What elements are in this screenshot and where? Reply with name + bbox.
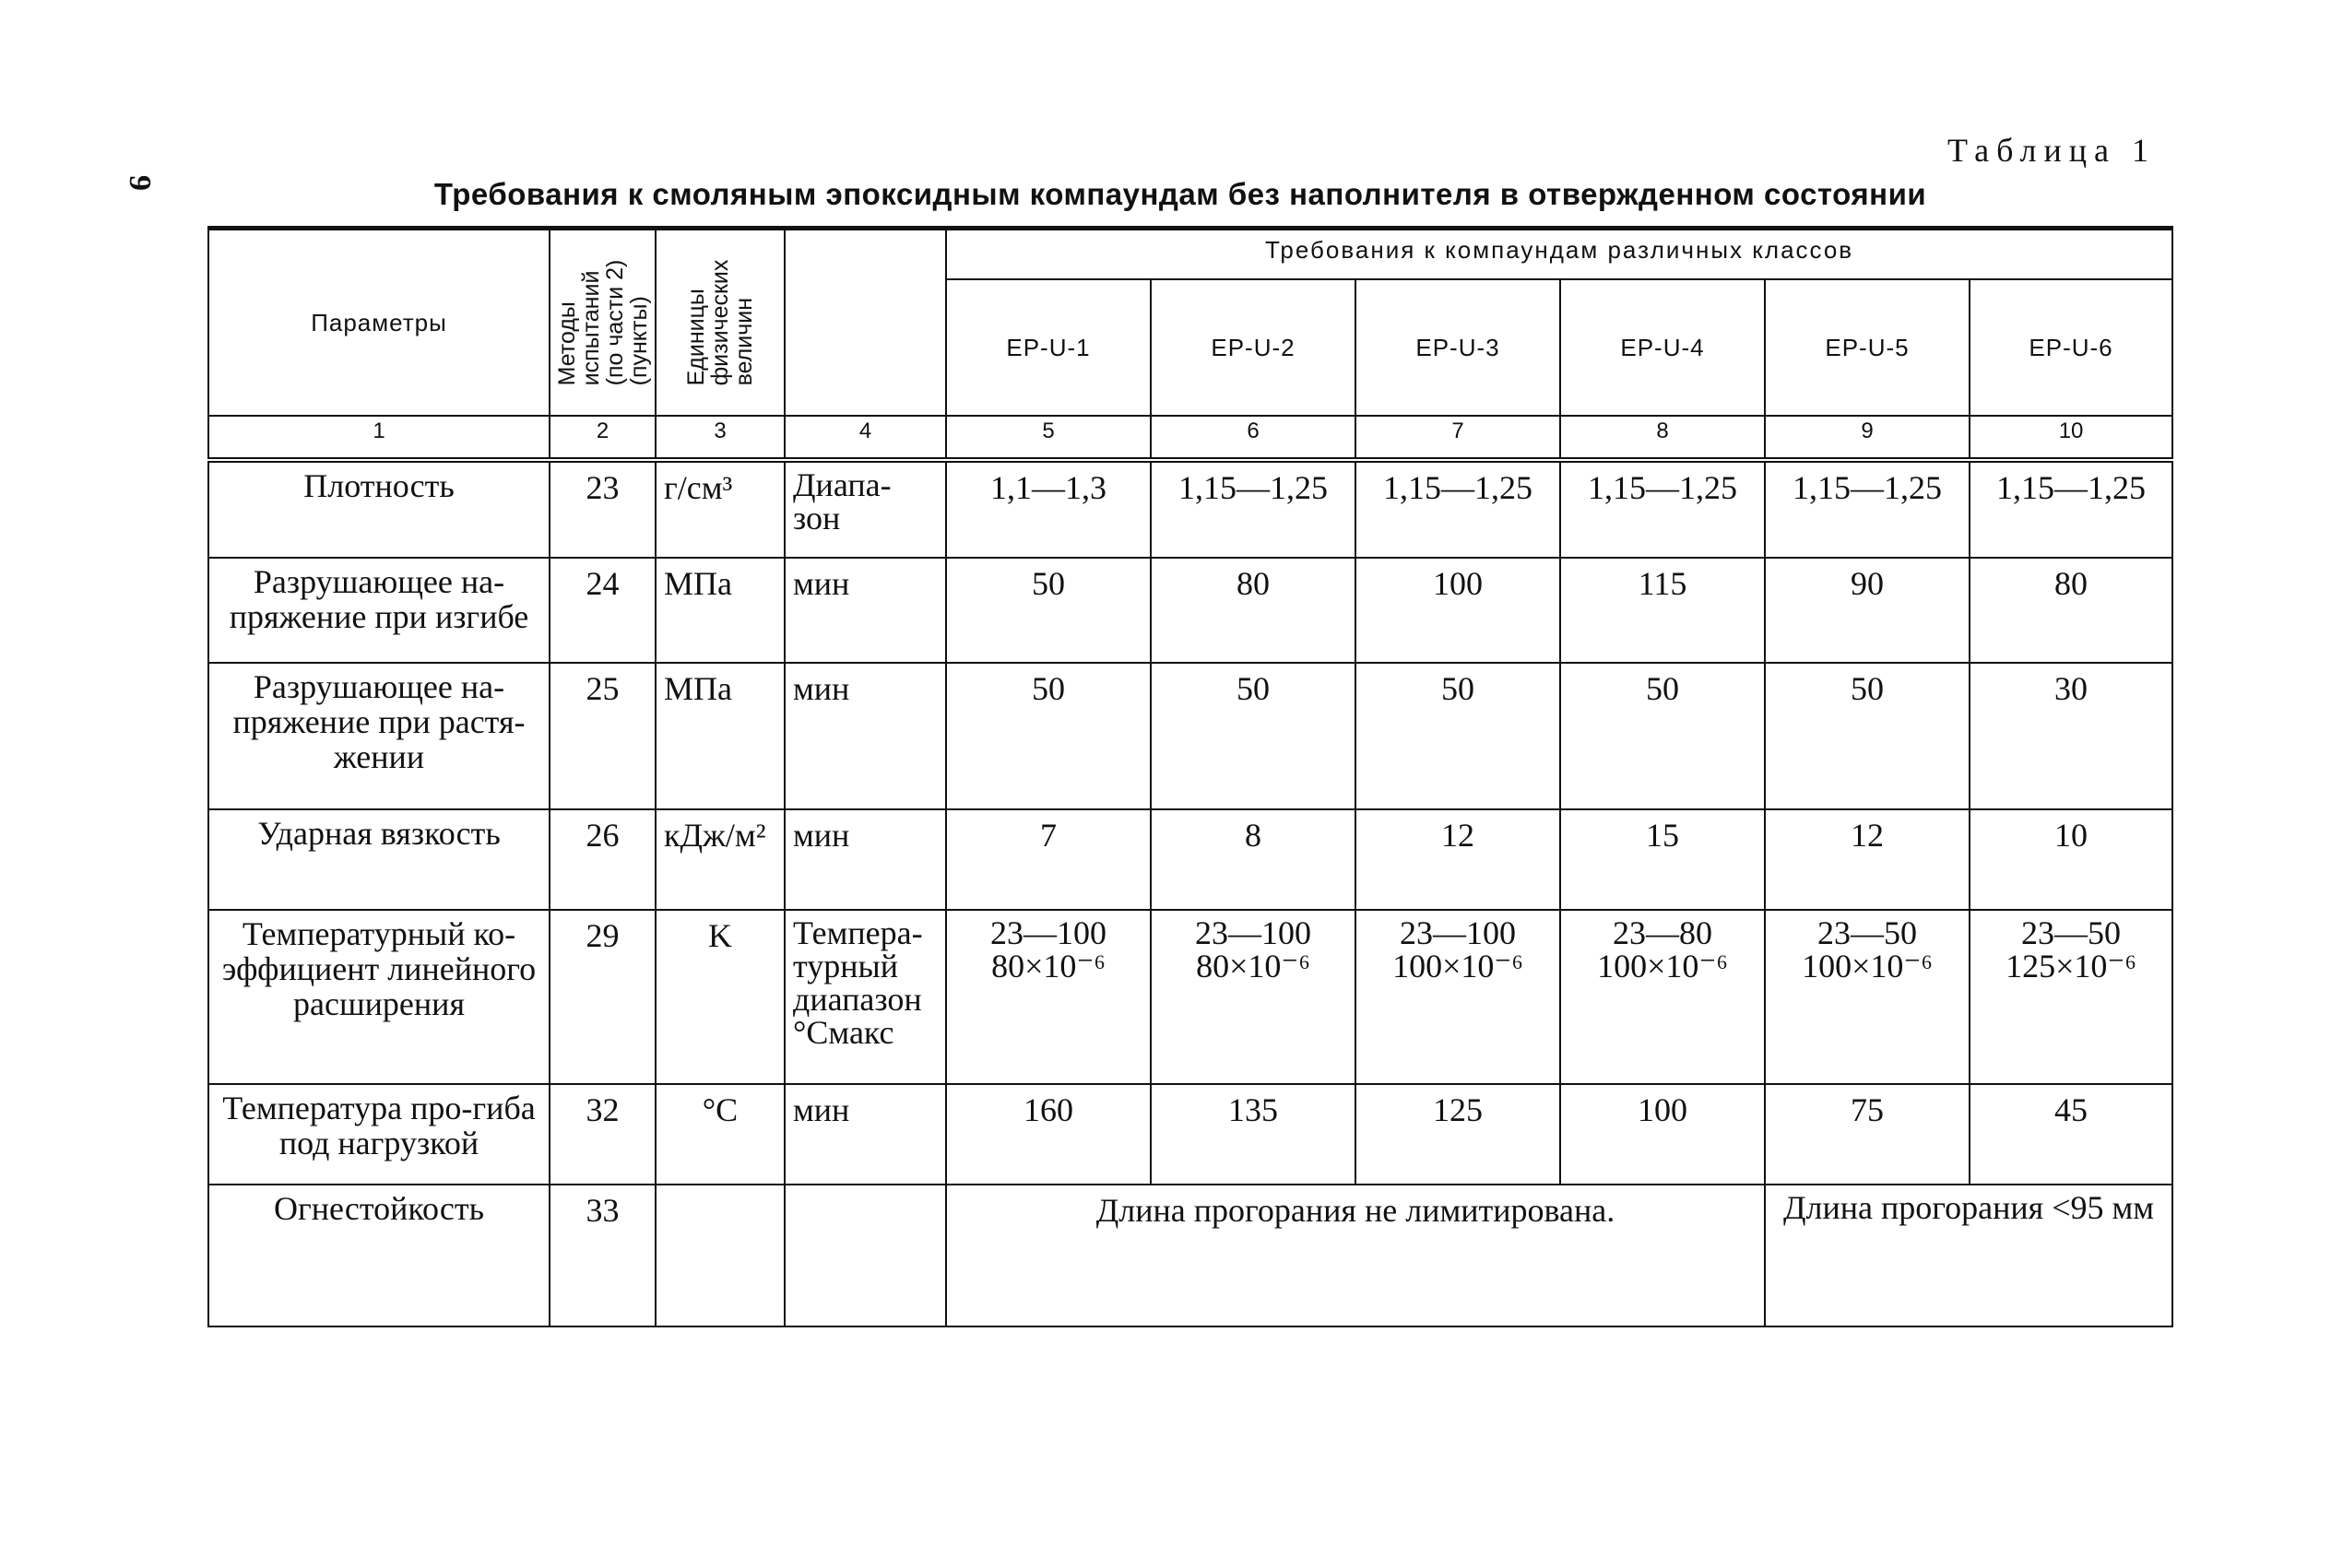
table-row <box>208 663 2172 809</box>
row-value: 115 <box>1560 558 1765 663</box>
row-value <box>1355 910 1560 1084</box>
cte-range: 23—100 <box>990 914 1106 951</box>
class-ep-u-4: EP-U-4 <box>1560 279 1765 416</box>
row-value: 10 <box>1970 809 2172 910</box>
cte-coef: 125×10⁻⁶ <box>2006 948 2136 984</box>
cte-range: 23—50 <box>1817 914 1917 951</box>
cte-coef: 100×10⁻⁶ <box>1802 948 1933 984</box>
row-value: 80 <box>1970 558 2172 663</box>
row-value: 1,15—1,25 <box>1560 460 1765 558</box>
row-type: мин <box>785 663 946 809</box>
requirements-table <box>207 226 2173 1327</box>
col-number: 8 <box>1560 416 1765 460</box>
cte-range: 23—100 <box>1195 914 1311 951</box>
row-value: 50 <box>946 663 1151 809</box>
page-number: 9 <box>123 175 157 191</box>
row-param: Температура про-гиба под нагрузкой <box>208 1084 550 1185</box>
header-units: Единицы физических величин <box>683 259 757 386</box>
fire-limited: Длина прогорания <95 мм <box>1765 1185 2172 1326</box>
row-value: 80 <box>1151 558 1355 663</box>
cte-range: 23—100 <box>1400 914 1516 951</box>
row-value: 15 <box>1560 809 1765 910</box>
row-unit: г/см³ <box>656 460 785 558</box>
cte-coef: 80×10⁻⁶ <box>991 948 1106 984</box>
row-value: 125 <box>1355 1084 1560 1185</box>
class-ep-u-5: EP-U-5 <box>1765 279 1970 416</box>
row-param: Разрушающее на-пряжение при изгибе <box>208 558 550 663</box>
row-param: Плотность <box>208 460 550 558</box>
row-value <box>1765 910 1970 1084</box>
row-value: 12 <box>1765 809 1970 910</box>
header-methods-cell <box>550 229 656 417</box>
col-number: 6 <box>1151 416 1355 460</box>
row-unit: МПа <box>656 663 785 809</box>
class-ep-u-2: EP-U-2 <box>1151 279 1355 416</box>
row-value: 1,15—1,25 <box>1970 460 2172 558</box>
row-value: 45 <box>1970 1084 2172 1185</box>
row-value: 50 <box>946 558 1151 663</box>
row-value <box>1970 910 2172 1084</box>
row-value: 50 <box>1355 663 1560 809</box>
row-value <box>1151 910 1355 1084</box>
row-value: 7 <box>946 809 1151 910</box>
table-row <box>208 910 2172 1084</box>
col-number: 4 <box>785 416 946 460</box>
row-value: 50 <box>1151 663 1355 809</box>
header-col4 <box>785 229 946 417</box>
row-unit <box>656 1185 785 1326</box>
table-row <box>208 1185 2172 1326</box>
class-ep-u-3: EP-U-3 <box>1355 279 1560 416</box>
column-numbers-row <box>208 416 2172 460</box>
cte-coef: 100×10⁻⁶ <box>1392 948 1523 984</box>
cte-range: 23—50 <box>2021 914 2122 951</box>
header-requirements-group: Требования к компаундам различных классов <box>946 229 2172 280</box>
row-value: 1,1—1,3 <box>946 460 1151 558</box>
row-type: мин <box>785 1084 946 1185</box>
table-title: Требования к смоляным эпоксидным компаундам без наполнителя в отвержденном состоянии <box>433 177 1927 211</box>
row-param: Разрушающее на-пряжение при растя-жении <box>208 663 550 809</box>
row-method: 23 <box>550 460 656 558</box>
row-method: 29 <box>550 910 656 1084</box>
table-row <box>208 558 2172 663</box>
header-params: Параметры <box>208 229 550 417</box>
table-row <box>208 1084 2172 1185</box>
row-method: 24 <box>550 558 656 663</box>
table-label: Таблица 1 <box>1947 132 2156 169</box>
row-param: Огнестойкость <box>208 1185 550 1326</box>
header-methods: Методы испытаний (по части 2) (пункты) <box>553 259 652 386</box>
cte-coef: 80×10⁻⁶ <box>1196 948 1310 984</box>
row-value: 50 <box>1765 663 1970 809</box>
row-method: 25 <box>550 663 656 809</box>
row-value: 50 <box>1560 663 1765 809</box>
row-value <box>1560 910 1765 1084</box>
row-unit: °C <box>656 1084 785 1185</box>
header-row-top <box>208 229 2172 280</box>
row-param: Температурный ко-эффициент линейного расширения <box>208 910 550 1084</box>
col-number: 1 <box>208 416 550 460</box>
row-value: 12 <box>1355 809 1560 910</box>
row-type: Диапа-зон <box>785 460 946 558</box>
cte-coef: 100×10⁻⁶ <box>1597 948 1728 984</box>
row-value: 90 <box>1765 558 1970 663</box>
class-ep-u-6: EP-U-6 <box>1970 279 2172 416</box>
row-unit: K <box>656 910 785 1084</box>
fire-unlimited: Длина прогорания не лимитирована. <box>946 1185 1765 1326</box>
col-number: 2 <box>550 416 656 460</box>
row-value: 1,15—1,25 <box>1151 460 1355 558</box>
row-method: 26 <box>550 809 656 910</box>
row-value: 1,15—1,25 <box>1355 460 1560 558</box>
row-value <box>946 910 1151 1084</box>
row-method: 33 <box>550 1185 656 1326</box>
row-value: 30 <box>1970 663 2172 809</box>
col-number: 7 <box>1355 416 1560 460</box>
table-row <box>208 460 2172 558</box>
header-units-cell <box>656 229 785 417</box>
col-number: 3 <box>656 416 785 460</box>
row-unit: МПа <box>656 558 785 663</box>
col-number: 5 <box>946 416 1151 460</box>
row-value: 75 <box>1765 1084 1970 1185</box>
row-value: 100 <box>1560 1084 1765 1185</box>
row-unit: кДж/м² <box>656 809 785 910</box>
row-method: 32 <box>550 1084 656 1185</box>
col-number: 9 <box>1765 416 1970 460</box>
col-number: 10 <box>1970 416 2172 460</box>
row-param: Ударная вязкость <box>208 809 550 910</box>
table-row <box>208 809 2172 910</box>
row-value: 100 <box>1355 558 1560 663</box>
row-value: 8 <box>1151 809 1355 910</box>
row-type <box>785 1185 946 1326</box>
row-value: 135 <box>1151 1084 1355 1185</box>
row-value: 1,15—1,25 <box>1765 460 1970 558</box>
row-type: Темпера-турный диапазон °Cмакс <box>785 910 946 1084</box>
class-ep-u-1: EP-U-1 <box>946 279 1151 416</box>
cte-range: 23—80 <box>1613 914 1712 951</box>
row-type: мин <box>785 809 946 910</box>
row-type: мин <box>785 558 946 663</box>
row-value: 160 <box>946 1084 1151 1185</box>
